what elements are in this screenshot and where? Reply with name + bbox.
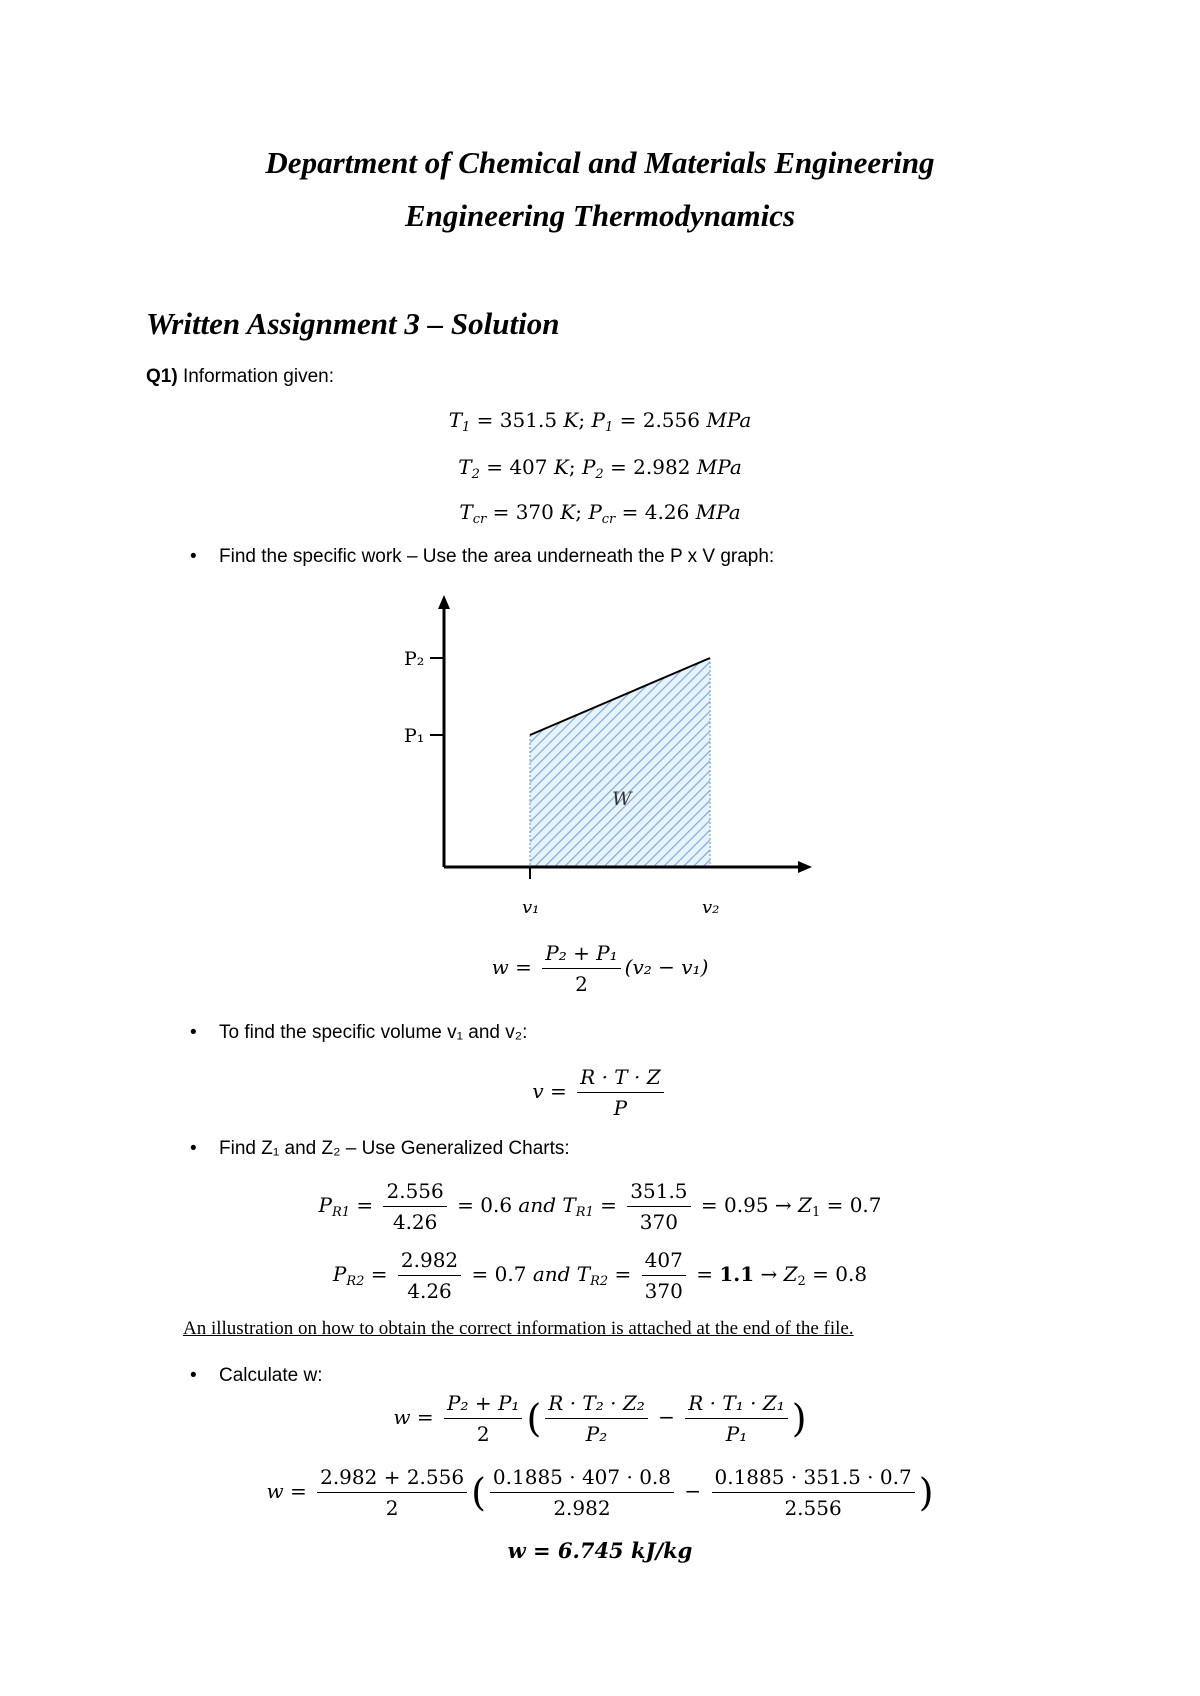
course-heading: Engineering Thermodynamics — [404, 198, 796, 233]
work-formula-numeric: w = $\frac{2.982 + 2.556}{2}$ ( $\frac{0.1885 \cdot 407 \cdot 0.8}{2.982}$ − $\frac{0.1885 \cdot 351.5 \cdot 0.7}{2.556}$ ) — [266, 1465, 934, 1520]
work-area — [530, 658, 710, 867]
v1-label: v₁ — [522, 897, 540, 918]
given-line-2: $T_2 = 407$ K; $P_2 = 2.982$ MPa — [458, 455, 742, 482]
given-line-3: $T_{cr} = 370$ K; $P_{cr} = 4.26$ MPa — [459, 500, 741, 527]
p2-label: P₂ — [404, 648, 425, 670]
given-line-1: $T_1 = 351.5$ K; $P_1 = 2.556$ MPa — [448, 408, 752, 435]
q1-intro — [146, 366, 334, 388]
v2-label: v₂ — [702, 897, 720, 918]
chart-illustration-note: An illustration on how to obtain the correct information is attached at the end of the file. — [183, 1318, 854, 1339]
bullet-dot: • — [190, 1365, 197, 1386]
pv-graph — [380, 595, 820, 925]
department-heading: Department of Chemical and Materials Engineering — [265, 145, 935, 180]
bullet-dot: • — [190, 1138, 197, 1159]
work-result: w = 6.745 kJ/kg — [507, 1538, 693, 1563]
x-axis-arrow-icon — [798, 861, 812, 873]
bullet-specific-work: Find the specific work – Use the area underneath the P x V graph: — [219, 546, 775, 567]
bullet-specific-volume: To find the specific volume v₁ and v₂: — [219, 1022, 528, 1043]
reduced-line-2: $P_{R2}$ = $\frac{2.982}{4.26}$ = 0.7 and $T_{R2}$ = $\frac{407}{370}$ = $1.1 \to Z_2 = 0.8$ — [332, 1248, 868, 1303]
work-formula-expanded: w = $\frac{\text{P₂ + P₁}}{2}$ ( $\frac{\text{R · T₂ · Z₂}}{\text{P₂}}$ − $\frac{\text{R · T₁ · Z₁}}{\text{P₁}}$ ) — [393, 1391, 807, 1446]
q1-intro-text: Information given: — [177, 366, 334, 387]
work-area-label: W — [612, 788, 632, 810]
reduced-line-1: $P_{R1}$ = $\frac{2.556}{4.26}$ = 0.6 and $T_{R1}$ = $\frac{351.5}{370}$ = $0.95 \to Z_1 = 0.7$ — [318, 1179, 882, 1234]
work-formula: w = $\frac{\text{P₂ + P₁}}{2}$ (v₂ − v₁) — [491, 941, 709, 996]
assignment-title: Written Assignment 3 – Solution — [146, 306, 560, 341]
bullet-calculate-w: Calculate w: — [219, 1365, 323, 1386]
p1-label: P₁ — [404, 725, 425, 747]
bullet-dot: • — [190, 546, 197, 567]
bullet-dot: • — [190, 1022, 197, 1043]
bullet-generalized-charts: Find Z₁ and Z₂ – Use Generalized Charts: — [219, 1138, 570, 1159]
q1-label: Q1) — [146, 366, 178, 387]
y-axis-arrow-icon — [438, 595, 450, 609]
volume-formula: v = $\frac{R \cdot T \cdot Z}{P}$ — [0, 1064, 1200, 1121]
